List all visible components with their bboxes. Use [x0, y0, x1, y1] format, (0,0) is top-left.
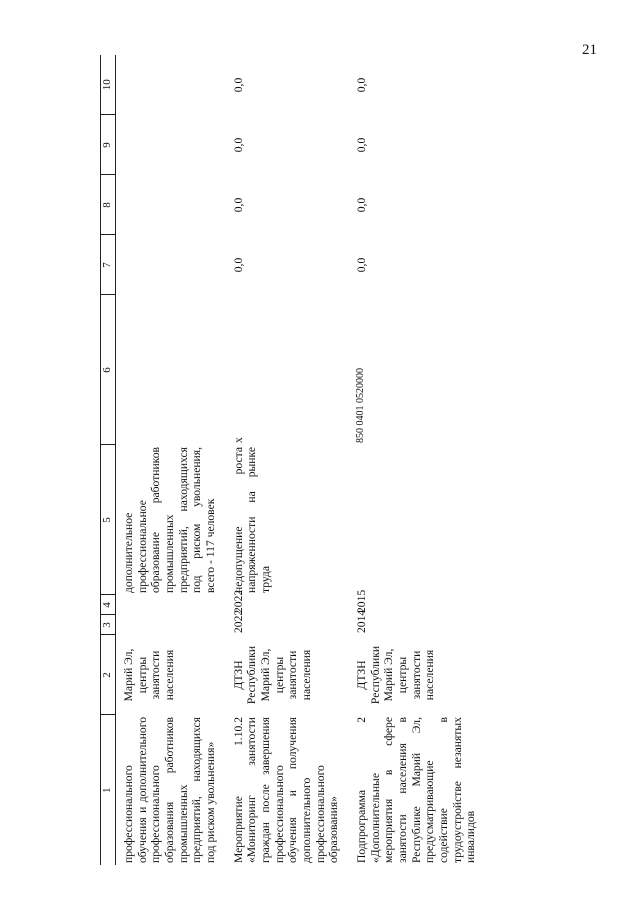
row-cell-executor: ДТЗН Республики Марий Эл, центры занятости населения: [231, 645, 314, 705]
table-row: [341, 55, 478, 865]
row-cell-result: дополнительное профессиональное образование работников промышленных предприятий, находящихся под риском увольнения, всего - 117 человек: [122, 447, 218, 593]
col-header-5: 5: [101, 445, 116, 595]
row-cell-name: Мероприятие 1.10.2 «Мониторинг занятости граждан после завершения профессионального обучения и получения дополнительного профессионального образования»: [231, 717, 341, 863]
row-cell-v8: 0,0: [355, 197, 369, 213]
row-cell-result: недопущение роста напряженности на рынке труда: [231, 447, 273, 593]
row-cell-v7: 0,0: [231, 257, 245, 273]
col-header-6: 6: [101, 295, 116, 445]
row-cell-v10: 0,0: [355, 77, 369, 93]
row-cell-name: профессионального обучения и дополнительного профессионального образования работников промышленных предприятий, находящихся под риском увольнения»: [122, 717, 218, 863]
row-cell-v7: [116, 235, 218, 295]
program-table: [100, 55, 478, 865]
col-header-3: 3: [101, 615, 116, 635]
row-cell-name: Подпрограмма 2 «Дополнительные мероприятия в сфере занятости населения в Республике Марий Эл, предусматривающие содействие в трудоустройстве незанятых инвалидов: [355, 717, 478, 863]
table-row: [116, 55, 218, 865]
col-header-2: 2: [101, 635, 116, 715]
row-cell-executor: Марий Эл, центры занятости населения: [122, 648, 177, 702]
col-header-7: 7: [101, 235, 116, 295]
row-cell-result: [341, 445, 478, 595]
col-header-8: 8: [101, 175, 116, 235]
row-cell-end: 2015: [355, 589, 369, 613]
col-header-4: 4: [101, 595, 116, 615]
row-cell-code: x: [231, 437, 245, 443]
page-number: 21: [582, 42, 597, 58]
row-cell-v7: 0,0: [355, 257, 369, 273]
row-cell-v9: [116, 115, 218, 175]
row-cell-start: 2014: [355, 609, 369, 633]
row-cell-end: [116, 595, 218, 615]
row-cell-v10: 0,0: [231, 77, 245, 93]
col-header-1: 1: [101, 715, 116, 865]
row-cell-v9: 0,0: [355, 137, 369, 153]
row-cell-v8: [116, 175, 218, 235]
table-row: [218, 55, 341, 865]
row-cell-executor: ДТЗН Республики Марий Эл, центры занятости населения: [355, 645, 437, 705]
row-cell-start: 2022: [231, 609, 245, 633]
row-cell-end: 2022: [231, 589, 245, 613]
col-header-10: 10: [101, 55, 116, 115]
row-cell-v10: [116, 55, 218, 115]
row-cell-code: [116, 295, 218, 445]
col-header-9: 9: [101, 115, 116, 175]
row-cell-v9: 0,0: [231, 137, 245, 153]
row-cell-start: [116, 615, 218, 635]
row-cell-v8: 0,0: [231, 197, 245, 213]
table-header-row: [101, 55, 116, 865]
row-cell-code: 850 0401 0520000: [355, 368, 367, 443]
